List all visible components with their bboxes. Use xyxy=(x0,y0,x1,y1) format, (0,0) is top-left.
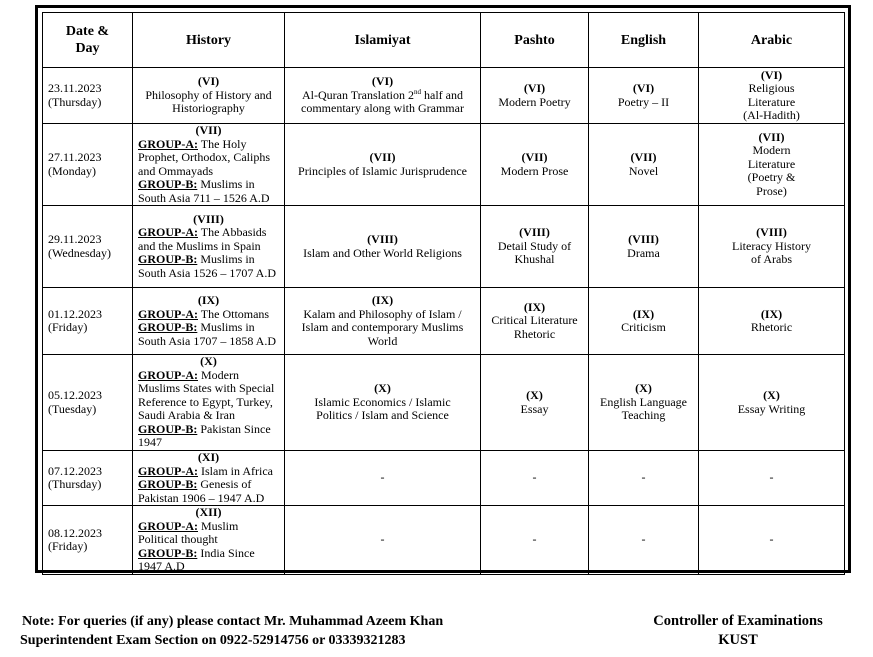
group-b-text: Genesis of Pakistan 1906 – 1947 A.D xyxy=(138,477,265,505)
table-row xyxy=(43,68,845,124)
semester-label: (IX) xyxy=(523,299,546,314)
semester-label: (X) xyxy=(526,388,543,402)
day: (Monday) xyxy=(48,163,96,178)
col-header-english: English xyxy=(589,13,699,68)
group-a-text: The Abbasids and the Muslims in Spain xyxy=(138,225,267,253)
day: (Friday) xyxy=(48,539,88,553)
group-b-label: GROUP-B: xyxy=(138,320,198,334)
day: (Tuesday) xyxy=(48,401,97,416)
pashto-cell xyxy=(481,68,589,124)
semester-label: (VII) xyxy=(369,150,396,164)
arabic-cell xyxy=(699,355,845,451)
semester-label: (XI) xyxy=(197,450,220,464)
semester-label: (VII) xyxy=(195,123,222,137)
organization-name: KUST xyxy=(718,632,758,648)
col-header-history: History xyxy=(133,13,285,68)
history-cell xyxy=(133,451,285,506)
english-cell xyxy=(589,124,699,206)
pashto-cell xyxy=(481,206,589,288)
islamiyat-cell xyxy=(285,506,481,575)
paper-title: Critical Literature Rhetoric xyxy=(491,313,578,341)
date: 29.11.2023 xyxy=(48,232,102,246)
semester-label: (X) xyxy=(763,388,780,402)
group-a-text: The Holy Prophet, Orthodox, Caliphs and Ommayads xyxy=(138,136,270,178)
islamiyat-cell xyxy=(285,288,481,355)
date: 05.12.2023 xyxy=(48,388,102,402)
controller-title: Controller of Examinations xyxy=(653,613,823,629)
islamiyat-cell xyxy=(285,68,481,124)
day: (Friday) xyxy=(48,320,88,334)
semester-label: (VI) xyxy=(197,74,220,89)
english-cell xyxy=(589,451,699,506)
signature-block xyxy=(642,612,834,650)
paper-title: Principles of Islamic Jurisprudence xyxy=(298,163,467,178)
date: 01.12.2023 xyxy=(48,306,102,321)
group-a-text: The Ottomans xyxy=(198,306,270,321)
date-cell xyxy=(43,355,133,451)
semester-label: (VIII) xyxy=(367,232,398,246)
paper-title: Drama xyxy=(627,245,660,260)
date-cell xyxy=(43,288,133,355)
table-row xyxy=(43,506,845,575)
paper-title: Modern Literature (Poetry & Prose) xyxy=(747,143,796,198)
group-b-text: Pakistan Since 1947 xyxy=(138,421,271,450)
paper-title: Essay xyxy=(520,401,549,416)
paper-title-cont: half and commentary along with Grammar xyxy=(301,87,464,116)
semester-label: (X) xyxy=(200,354,217,369)
group-b-label: GROUP-B: xyxy=(138,545,198,560)
empty-dash: - xyxy=(380,470,385,485)
date-cell xyxy=(43,124,133,206)
day: (Wednesday) xyxy=(48,245,112,260)
semester-label: (XII) xyxy=(195,505,222,520)
group-a-label: GROUP-A: xyxy=(138,306,198,321)
group-a-text: Muslim Political thought xyxy=(138,518,239,547)
group-b-label: GROUP-B: xyxy=(138,252,198,267)
pashto-cell xyxy=(481,124,589,206)
group-a-label: GROUP-A: xyxy=(138,518,198,533)
date: 27.11.2023 xyxy=(48,150,102,164)
english-cell xyxy=(589,68,699,124)
paper-title: Religious Literature (Al-Hadith) xyxy=(743,81,800,122)
date: 07.12.2023 xyxy=(48,463,102,478)
col-header-arabic: Arabic xyxy=(699,13,845,68)
date-cell xyxy=(43,451,133,506)
pashto-cell xyxy=(481,506,589,575)
paper-title: Criticism xyxy=(621,320,666,334)
english-cell xyxy=(589,206,699,288)
paper-title: Poetry – II xyxy=(617,94,670,109)
semester-label: (X) xyxy=(635,381,652,396)
table-row xyxy=(43,451,845,506)
table-row xyxy=(43,206,845,288)
arabic-cell xyxy=(699,288,845,355)
arabic-cell xyxy=(699,68,845,124)
islamiyat-cell xyxy=(285,124,481,206)
history-cell xyxy=(133,206,285,288)
day: (Thursday) xyxy=(48,94,102,109)
col-header-pashto: Pashto xyxy=(481,13,589,68)
col-header-date: Date & Day xyxy=(43,13,133,68)
english-cell xyxy=(589,506,699,575)
paper-title: Rhetoric xyxy=(750,320,793,334)
history-cell xyxy=(133,506,285,575)
semester-label: (VI) xyxy=(632,81,655,95)
group-a-label: GROUP-A: xyxy=(138,367,198,382)
english-cell xyxy=(589,288,699,355)
group-a-text: Modern Muslims States with Special Reference to Egypt, Turkey, Saudi Arabia & Iran xyxy=(138,367,275,423)
exam-schedule-table xyxy=(42,12,845,575)
date: 08.12.2023 xyxy=(48,525,102,540)
header-row xyxy=(43,13,845,68)
contact-note xyxy=(20,612,443,650)
note-line-2: Superintendent Exam Section on 0922-52914756 or 03339321283 xyxy=(20,633,406,648)
semester-label: (VII) xyxy=(521,150,548,164)
semester-label: (VIII) xyxy=(519,225,550,240)
group-b-label: GROUP-B: xyxy=(138,421,198,436)
group-a-label: GROUP-A: xyxy=(138,136,198,151)
islamiyat-cell xyxy=(285,206,481,288)
col-header-islamiyat: Islamiyat xyxy=(285,13,481,68)
paper-title: Detail Study of Khushal xyxy=(497,238,572,267)
group-b-text: Muslims in South Asia 711 – 1526 A.D xyxy=(138,177,270,205)
empty-dash: - xyxy=(532,470,537,485)
empty-dash: - xyxy=(532,532,537,547)
semester-label: (VII) xyxy=(630,150,657,164)
group-b-text: Muslims in South Asia 1707 – 1858 A.D xyxy=(138,320,277,348)
arabic-cell xyxy=(699,206,845,288)
history-cell xyxy=(133,68,285,124)
date-cell xyxy=(43,68,133,124)
group-b-label: GROUP-B: xyxy=(138,477,198,491)
semester-label: (VIII) xyxy=(756,225,787,240)
group-a-text: Islam in Africa xyxy=(198,463,273,478)
history-cell xyxy=(133,355,285,451)
semester-label: (VI) xyxy=(523,81,546,95)
semester-label: (IX) xyxy=(632,306,655,321)
table-row xyxy=(43,124,845,206)
table-row xyxy=(43,355,845,451)
paper-title: Al-Quran Translation 2 xyxy=(302,87,414,102)
pashto-cell xyxy=(481,451,589,506)
semester-label: (IX) xyxy=(371,293,394,307)
date-cell xyxy=(43,206,133,288)
note-line-1: Note: For queries (if any) please contact Mr. Muhammad Azeem Khan xyxy=(22,614,444,629)
empty-dash: - xyxy=(641,532,646,547)
semester-label: (IX) xyxy=(760,306,783,321)
superscript: nd xyxy=(414,87,421,96)
paper-title: Novel xyxy=(628,163,659,178)
pashto-cell xyxy=(481,355,589,451)
history-cell xyxy=(133,288,285,355)
paper-title: Islam and Other World Religions xyxy=(303,245,462,260)
group-a-label: GROUP-A: xyxy=(138,225,198,240)
group-b-label: GROUP-B: xyxy=(138,177,198,191)
islamiyat-cell xyxy=(285,451,481,506)
group-b-text: India Since 1947 A.D xyxy=(138,545,255,574)
schedule-frame xyxy=(35,5,851,573)
date-cell xyxy=(43,506,133,575)
date: 23.11.2023 xyxy=(48,81,102,95)
paper-title: Kalam and Philosophy of Islam / Islam and contemporary Muslims World xyxy=(301,306,464,348)
table-row xyxy=(43,288,845,355)
paper-title: Modern Poetry xyxy=(498,94,571,109)
empty-dash: - xyxy=(769,470,774,485)
empty-dash: - xyxy=(380,532,385,547)
day: (Thursday) xyxy=(48,477,102,491)
english-cell xyxy=(589,355,699,451)
paper-title: Modern Prose xyxy=(500,163,569,178)
semester-label: (VII) xyxy=(758,129,785,144)
semester-label: (VIII) xyxy=(628,232,659,246)
empty-dash: - xyxy=(769,532,774,547)
semester-label: (X) xyxy=(374,381,391,396)
semester-label: (VIII) xyxy=(193,211,224,226)
arabic-cell xyxy=(699,506,845,575)
islamiyat-cell xyxy=(285,355,481,451)
arabic-cell xyxy=(699,451,845,506)
arabic-cell xyxy=(699,124,845,206)
history-cell xyxy=(133,124,285,206)
paper-title: English Language Teaching xyxy=(600,394,687,423)
paper-title: Islamic Economics / Islamic Politics / Islam and Science xyxy=(314,394,451,423)
group-b-text: Muslims in South Asia 1526 – 1707 A.D xyxy=(138,252,277,280)
paper-title: Essay Writing xyxy=(737,401,806,416)
empty-dash: - xyxy=(641,470,646,485)
pashto-cell xyxy=(481,288,589,355)
group-a-label: GROUP-A: xyxy=(138,463,198,478)
paper-title: Literacy History of Arabs xyxy=(732,238,811,267)
semester-label: (VI) xyxy=(371,74,394,89)
semester-label: (VI) xyxy=(760,67,783,82)
semester-label: (IX) xyxy=(197,293,220,307)
paper-title: Philosophy of History and Historiography xyxy=(145,87,272,116)
